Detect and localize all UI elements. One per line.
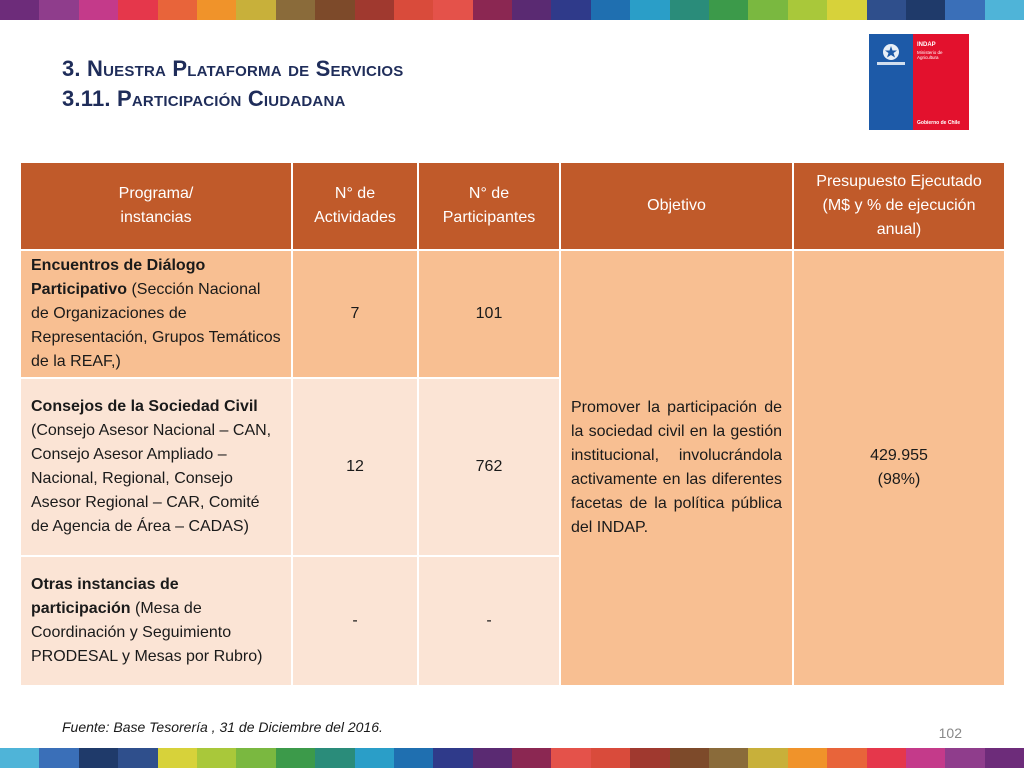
header-objetivo: Objetivo (560, 162, 793, 250)
row-programa: Consejos de la Sociedad Civil (Consejo Asesor Nacional – CAN, Consejo Asesor Ampliado – Nacional, Regional, Consejo Asesor Regional – CAR, Comité de Agencia de Área – CADAS) (20, 378, 292, 556)
stripe-segment (827, 0, 866, 20)
stripe-segment (709, 748, 748, 768)
stripe-segment (748, 748, 787, 768)
page-number: 102 (938, 725, 962, 741)
row-actividades: 12 (292, 378, 418, 556)
presupuesto-pct: (98%) (877, 471, 921, 488)
stripe-segment (670, 748, 709, 768)
row-participantes: - (418, 556, 560, 686)
logo-blue-panel (869, 34, 913, 130)
stripe-segment (394, 748, 433, 768)
row-actividades: - (292, 556, 418, 686)
header-presupuesto: Presupuesto Ejecutado (M$ y % de ejecución anual) (793, 162, 1005, 250)
table-row (20, 250, 1005, 378)
title-line-2: 3.11. Participación Ciudadana (62, 86, 346, 111)
bottom-color-stripe (0, 748, 1024, 768)
row-programa: Encuentros de Diálogo Participativo (Sección Nacional de Organizaciones de Representación, Grupos Temáticos de la REAF,) (20, 250, 292, 378)
stripe-segment (788, 0, 827, 20)
table-header-row (20, 162, 1005, 250)
stripe-segment (236, 0, 275, 20)
stripe-segment (906, 0, 945, 20)
stripe-segment (118, 748, 157, 768)
logo-red-panel (913, 34, 969, 130)
stripe-segment (79, 748, 118, 768)
stripe-segment (394, 0, 433, 20)
stripe-segment (591, 0, 630, 20)
indap-logo (869, 34, 969, 130)
logo-government: Gobierno de Chile (917, 120, 961, 126)
title-line-1: 3. Nuestra Plataforma de Servicios (62, 56, 404, 81)
stripe-segment (315, 0, 354, 20)
header-participantes: N° de Participantes (418, 162, 560, 250)
stripe-segment (0, 0, 39, 20)
stripe-segment (118, 0, 157, 20)
source-note: Fuente: Base Tesorería , 31 de Diciembre del 2016. (62, 719, 383, 735)
row-participantes: 101 (418, 250, 560, 378)
stripe-segment (433, 748, 472, 768)
participation-table (19, 161, 1006, 687)
stripe-segment (158, 748, 197, 768)
stripe-segment (473, 748, 512, 768)
slide-title (62, 54, 404, 114)
row-participantes: 762 (418, 378, 560, 556)
stripe-segment (906, 748, 945, 768)
presupuesto-cell (793, 250, 1005, 686)
stripe-segment (197, 748, 236, 768)
stripe-segment (315, 748, 354, 768)
stripe-segment (355, 0, 394, 20)
logo-subtitle: Ministerio de Agricultura (917, 50, 943, 60)
stripe-segment (867, 748, 906, 768)
stripe-segment (985, 748, 1024, 768)
presupuesto-amount: 429.955 (870, 447, 928, 464)
stripe-segment (551, 748, 590, 768)
stripe-segment (591, 748, 630, 768)
stripe-segment (39, 748, 78, 768)
stripe-segment (433, 0, 472, 20)
stripe-segment (630, 0, 669, 20)
header-programa: Programa/ instancias (20, 162, 292, 250)
stripe-segment (551, 0, 590, 20)
stripe-segment (197, 0, 236, 20)
stripe-segment (39, 0, 78, 20)
stripe-segment (788, 748, 827, 768)
chile-seal-icon (873, 40, 909, 68)
stripe-segment (985, 0, 1024, 20)
stripe-segment (512, 748, 551, 768)
stripe-segment (236, 748, 275, 768)
stripe-segment (630, 748, 669, 768)
stripe-segment (276, 748, 315, 768)
stripe-segment (512, 0, 551, 20)
top-color-stripe (0, 0, 1024, 20)
stripe-segment (0, 748, 39, 768)
stripe-segment (748, 0, 787, 20)
stripe-segment (158, 0, 197, 20)
stripe-segment (827, 748, 866, 768)
row-programa: Otras instancias de participación (Mesa de Coordinación y Seguimiento PRODESAL y Mesas por Rubro) (20, 556, 292, 686)
stripe-segment (945, 0, 984, 20)
stripe-segment (355, 748, 394, 768)
stripe-segment (670, 0, 709, 20)
row-actividades: 7 (292, 250, 418, 378)
logo-brand: INDAP (917, 42, 936, 48)
stripe-segment (473, 0, 512, 20)
stripe-segment (276, 0, 315, 20)
header-actividades: N° de Actividades (292, 162, 418, 250)
stripe-segment (79, 0, 118, 20)
stripe-segment (867, 0, 906, 20)
objetivo-cell: Promover la participación de la sociedad civil en la gestión institucional, involucrándola activamente en las diferentes facetas de la política pública del INDAP. (560, 250, 793, 686)
stripe-segment (945, 748, 984, 768)
stripe-segment (709, 0, 748, 20)
